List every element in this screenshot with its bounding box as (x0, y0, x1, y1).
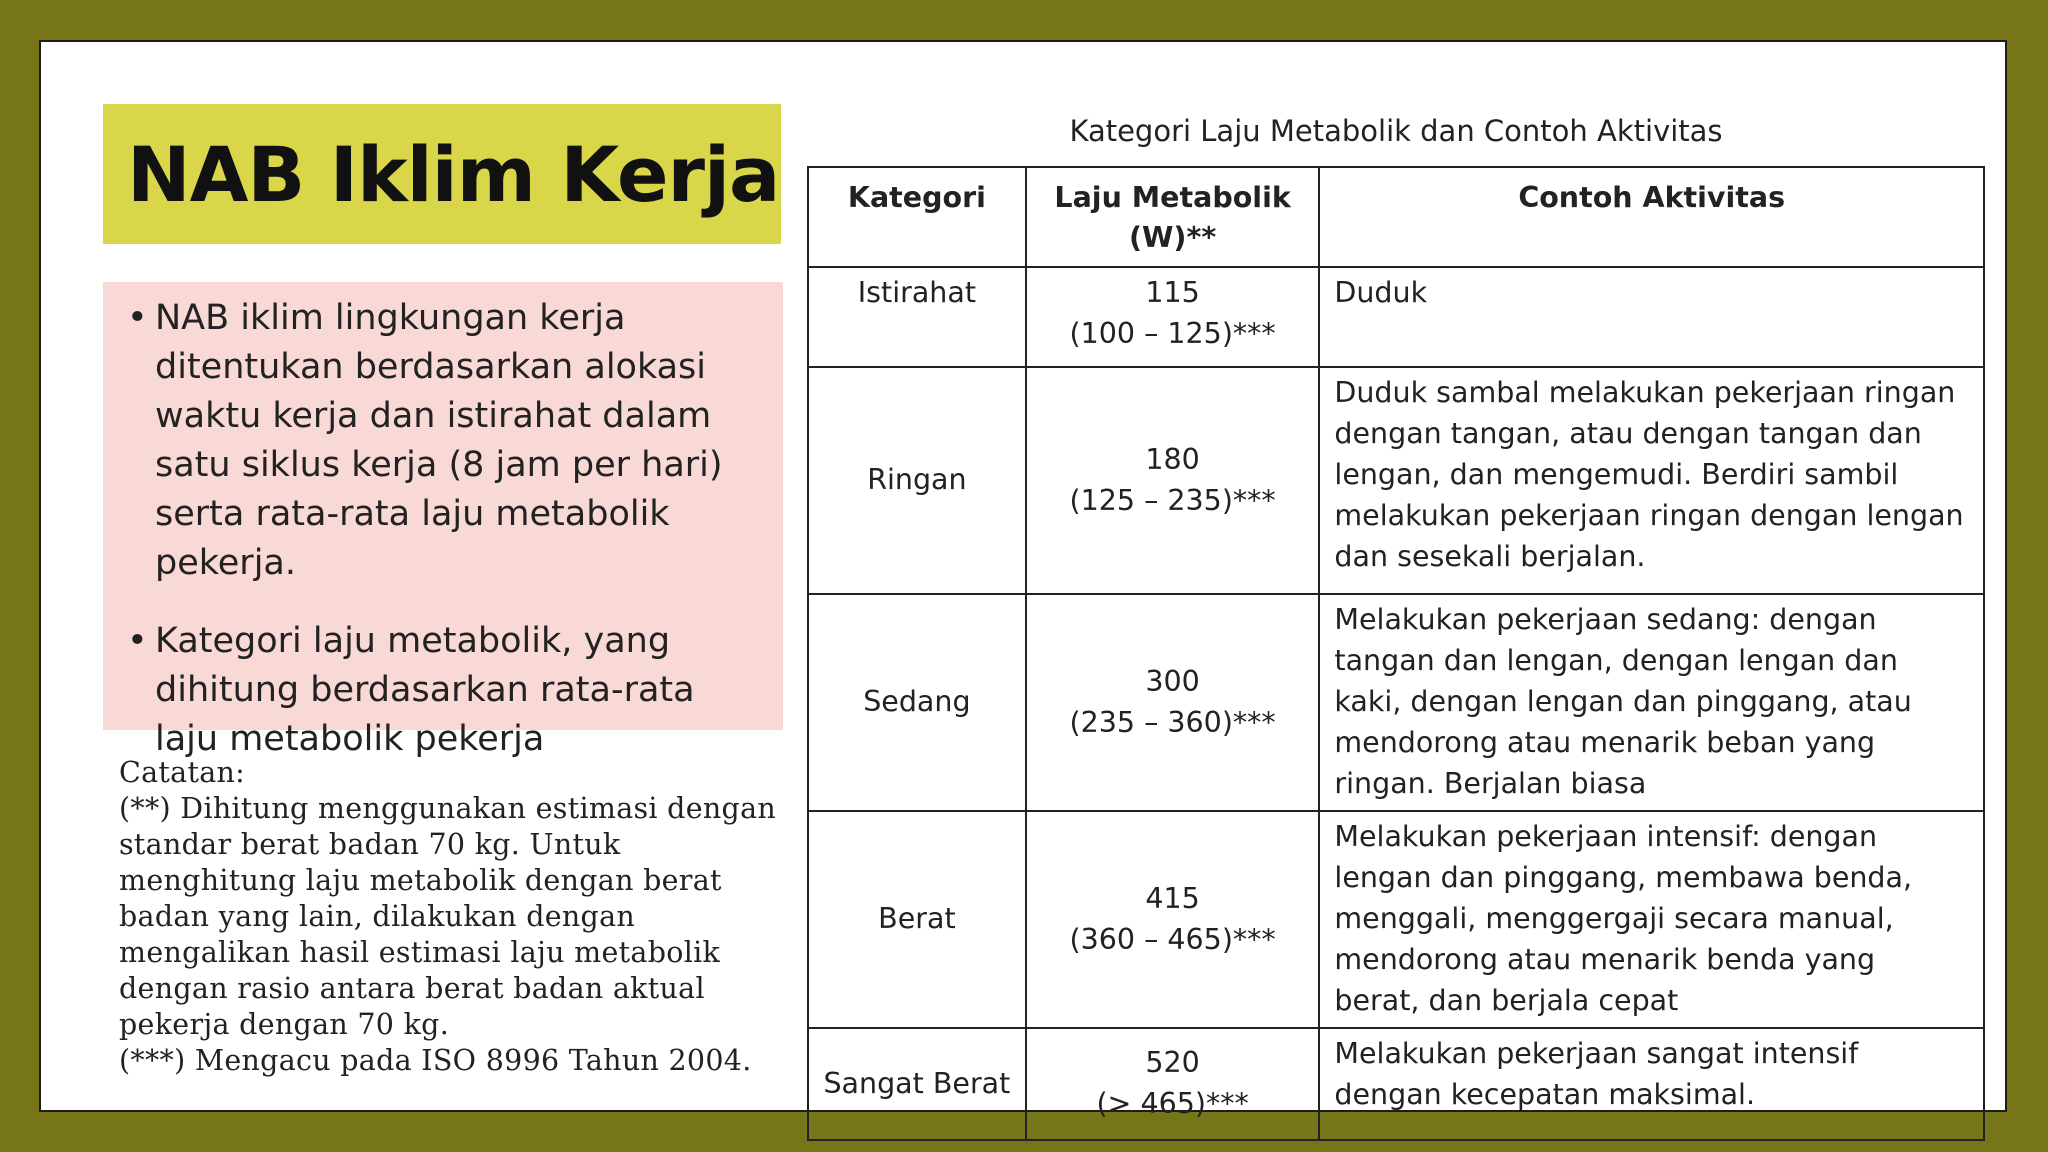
table-row (808, 1028, 1984, 1140)
notes (119, 755, 799, 1079)
metabolic-rate-table (807, 166, 1985, 1141)
bullet-item-category: • Kategori laju metabolik, yang dihitung berdasarkan rata-rata laju metabolik pekerja (125, 617, 763, 764)
rate-value: 415 (1145, 881, 1200, 915)
cell-category: Ringan (808, 367, 1026, 594)
cell-category: Berat (808, 811, 1026, 1028)
rate-range: (> 465)*** (1096, 1087, 1249, 1120)
rate-range: (125 – 235)*** (1069, 483, 1276, 517)
cell-category: Sedang (808, 594, 1026, 811)
table-row (808, 811, 1984, 1028)
bullet-box (103, 282, 783, 759)
cell-category: Istirahat (808, 267, 1026, 367)
cell-activity: Melakukan pekerjaan sedang: dengan tangan dan lengan, dengan lengan dan kaki, dengan lengan dan pinggang, atau mendorong atau menarik beban yang ringan. Berjalan biasa (1319, 594, 1984, 811)
rate-value: 180 (1145, 442, 1200, 476)
cell-rate (1026, 594, 1320, 811)
cell-category: Sangat Berat (808, 1028, 1026, 1140)
rate-value: 520 (1145, 1046, 1200, 1079)
table-caption: Kategori Laju Metabolik dan Contoh Aktivitas (1069, 114, 1723, 148)
header-rate-line2: (W)** (1128, 221, 1217, 254)
table-header-row (808, 167, 1984, 267)
cell-rate (1026, 267, 1320, 367)
slide (39, 40, 2007, 1120)
cell-rate (1026, 367, 1320, 594)
rate-value: 115 (1145, 276, 1200, 309)
rate-range: (100 – 125)*** (1069, 317, 1276, 350)
header-activity: Contoh Aktivitas (1319, 167, 1984, 267)
table-row (808, 367, 1984, 594)
cell-rate (1026, 1028, 1320, 1140)
rate-range: (235 – 360)*** (1069, 705, 1276, 739)
rate-range: (360 – 465)*** (1069, 922, 1276, 956)
title-box (103, 104, 781, 244)
page-title: NAB Iklim Kerja (127, 129, 780, 219)
header-category: Kategori (808, 167, 1026, 267)
note-weight-estimation: (**) Dihitung menggunakan estimasi dengan standar berat badan 70 kg. Untuk menghitung laju metabolik dengan berat badan yang lain, dilakukan dengan mengalikan hasil estimasi laju metabolik dengan rasio antara berat badan aktual pekerja dengan 70 kg. (119, 792, 777, 1041)
notes-heading: Catatan: (119, 756, 246, 789)
table-row (808, 267, 1984, 367)
header-rate-line1: Laju Metabolik (1054, 181, 1291, 214)
rate-value: 300 (1145, 664, 1200, 698)
cell-activity: Duduk (1319, 267, 1984, 367)
table-row (808, 594, 1984, 811)
cell-activity: Melakukan pekerjaan sangat intensif dengan kecepatan maksimal. (1319, 1028, 1984, 1140)
cell-activity: Melakukan pekerjaan intensif: dengan lengan dan pinggang, membawa benda, menggali, menggergaji secara manual, mendorong atau menarik benda yang berat, dan berjala cepat (1319, 811, 1984, 1028)
bullet-item-allocation: • NAB iklim lingkungan kerja ditentukan berdasarkan alokasi waktu kerja dan istirahat dalam satu siklus kerja (8 jam per hari) serta rata-rata laju metabolik pekerja. (125, 294, 763, 588)
header-metabolic-rate (1026, 167, 1320, 267)
cell-activity: Duduk sambal melakukan pekerjaan ringan dengan tangan, atau dengan tangan dan lengan, dan mengemudi. Berdiri sambil melakukan pekerjaan ringan dengan lengan dan sesekali berjalan. (1319, 367, 1984, 594)
cell-rate (1026, 811, 1320, 1028)
note-iso-reference: (***) Mengacu pada ISO 8996 Tahun 2004. (119, 1044, 752, 1077)
bullet-list (125, 294, 763, 764)
